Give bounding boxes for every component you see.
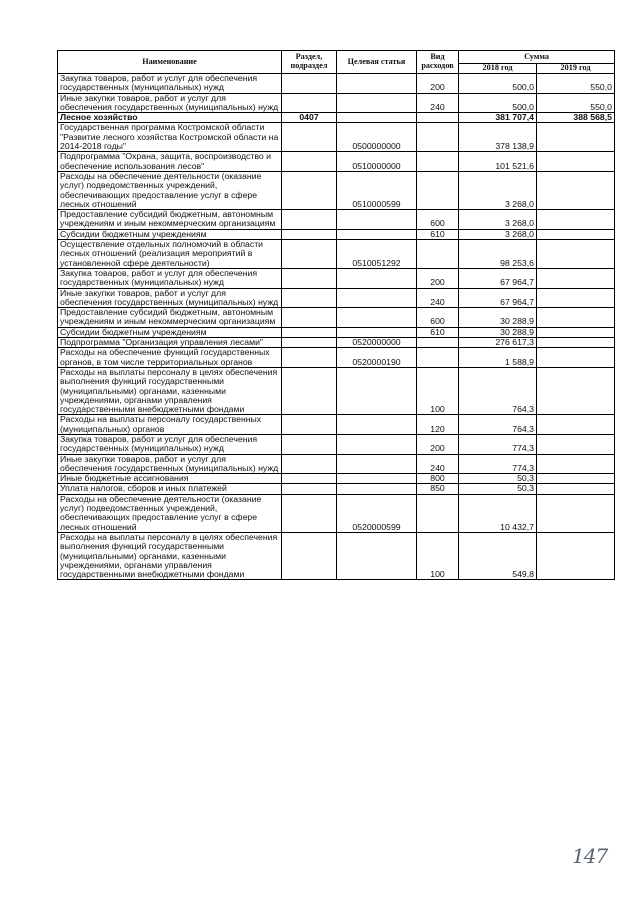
header-target: Целевая статья	[337, 51, 417, 74]
row-section	[282, 494, 337, 532]
row-section	[282, 152, 337, 172]
row-type	[417, 338, 459, 348]
row-sum-2018: 50,3	[459, 484, 537, 494]
row-target: 0520000599	[337, 494, 417, 532]
row-name: Закупка товаров, работ и услуг для обеспечения государственных (муниципальных) нужд	[58, 434, 282, 454]
row-type: 240	[417, 93, 459, 113]
row-target	[337, 74, 417, 94]
row-sum-2018: 30 288,9	[459, 308, 537, 328]
row-type	[417, 152, 459, 172]
table-row	[58, 484, 615, 494]
row-name: Подпрограмма "Охрана, защита, воспроизводство и обеспечение использования лесов"	[58, 152, 282, 172]
row-type	[417, 113, 459, 123]
row-name: Расходы на обеспечение деятельности (оказание услуг) подведомственных учреждений, обеспечивающих предоставление услуг в сфере лесных отношений	[58, 494, 282, 532]
row-name: Подпрограмма "Организация управления лесами"	[58, 338, 282, 348]
row-section	[282, 484, 337, 494]
row-sum-2019	[537, 474, 615, 484]
row-target	[337, 229, 417, 239]
row-type: 240	[417, 288, 459, 308]
row-name: Расходы на выплаты персоналу в целях обеспечения выполнения функций государственными (муниципальными) органами, казенными учреждениями, органами управления государственными внебюджетными фондами	[58, 367, 282, 414]
row-sum-2019	[537, 348, 615, 368]
row-section	[282, 434, 337, 454]
table-row	[58, 415, 615, 435]
row-section	[282, 268, 337, 288]
row-target	[337, 415, 417, 435]
row-type: 610	[417, 229, 459, 239]
row-type: 600	[417, 210, 459, 230]
row-name: Субсидии бюджетным учреждениям	[58, 229, 282, 239]
row-type: 200	[417, 434, 459, 454]
row-sum-2019	[537, 288, 615, 308]
row-sum-2019: 388 568,5	[537, 113, 615, 123]
row-section	[282, 308, 337, 328]
row-sum-2019: 550,0	[537, 93, 615, 113]
row-type: 200	[417, 268, 459, 288]
table-row	[58, 113, 615, 123]
row-target: 0510000599	[337, 171, 417, 209]
header-name: Наименование	[58, 51, 282, 74]
row-sum-2018: 381 707,4	[459, 113, 537, 123]
row-section	[282, 532, 337, 579]
row-sum-2018: 276 617,3	[459, 338, 537, 348]
row-sum-2019	[537, 434, 615, 454]
table-row	[58, 367, 615, 414]
row-target	[337, 484, 417, 494]
row-sum-2018: 30 288,9	[459, 327, 537, 337]
row-sum-2019	[537, 210, 615, 230]
row-sum-2019	[537, 308, 615, 328]
row-sum-2019	[537, 367, 615, 414]
row-target	[337, 93, 417, 113]
table-row	[58, 240, 615, 269]
table-body	[58, 74, 615, 580]
row-sum-2019	[537, 338, 615, 348]
row-target	[337, 474, 417, 484]
row-type: 200	[417, 74, 459, 94]
row-sum-2019	[537, 229, 615, 239]
table-row	[58, 338, 615, 348]
table-row	[58, 474, 615, 484]
row-target: 0500000000	[337, 123, 417, 152]
row-section	[282, 367, 337, 414]
row-type: 800	[417, 474, 459, 484]
row-type	[417, 494, 459, 532]
row-name: Иные бюджетные ассигнования	[58, 474, 282, 484]
row-section	[282, 240, 337, 269]
table-row	[58, 288, 615, 308]
row-sum-2019	[537, 123, 615, 152]
row-type: 610	[417, 327, 459, 337]
row-sum-2019: 550,0	[537, 74, 615, 94]
row-name: Лесное хозяйство	[58, 113, 282, 123]
row-name: Иные закупки товаров, работ и услуг для обеспечения государственных (муниципальных) нужд	[58, 454, 282, 474]
row-sum-2018: 101 521,6	[459, 152, 537, 172]
row-target	[337, 288, 417, 308]
row-target: 0510051292	[337, 240, 417, 269]
header-2019: 2019 год	[537, 64, 615, 74]
table-row	[58, 229, 615, 239]
row-name: Иные закупки товаров, работ и услуг для обеспечения государственных (муниципальных) нужд	[58, 93, 282, 113]
header-2018: 2018 год	[459, 64, 537, 74]
row-sum-2019	[537, 171, 615, 209]
row-target	[337, 308, 417, 328]
row-sum-2018: 67 964,7	[459, 268, 537, 288]
row-section	[282, 415, 337, 435]
table-row	[58, 93, 615, 113]
row-sum-2019	[537, 454, 615, 474]
row-name: Субсидии бюджетным учреждениям	[58, 327, 282, 337]
table-row	[58, 348, 615, 368]
row-sum-2019	[537, 532, 615, 579]
table-row	[58, 123, 615, 152]
row-sum-2019	[537, 484, 615, 494]
row-type: 850	[417, 484, 459, 494]
row-sum-2019	[537, 415, 615, 435]
row-target: 0520000190	[337, 348, 417, 368]
table-row	[58, 152, 615, 172]
row-target: 0520000000	[337, 338, 417, 348]
row-type	[417, 240, 459, 269]
row-type	[417, 171, 459, 209]
row-type	[417, 123, 459, 152]
row-section	[282, 474, 337, 484]
row-section: 0407	[282, 113, 337, 123]
header-sum: Сумма	[459, 51, 615, 64]
row-sum-2018: 378 138,9	[459, 123, 537, 152]
table-row	[58, 434, 615, 454]
table-row	[58, 327, 615, 337]
row-target	[337, 434, 417, 454]
row-target	[337, 268, 417, 288]
row-name: Уплата налогов, сборов и иных платежей	[58, 484, 282, 494]
row-type: 240	[417, 454, 459, 474]
row-target	[337, 454, 417, 474]
row-sum-2019	[537, 152, 615, 172]
table-row	[58, 494, 615, 532]
row-name: Закупка товаров, работ и услуг для обеспечения государственных (муниципальных) нужд	[58, 74, 282, 94]
row-name: Расходы на обеспечение функций государственных органов, в том числе территориальных органов	[58, 348, 282, 368]
header-section: Раздел, подраздел	[282, 51, 337, 74]
row-sum-2018: 3 268,0	[459, 171, 537, 209]
row-name: Осуществление отдельных полномочий в области лесных отношений (реализация мероприятий в установленной сфере деятельности)	[58, 240, 282, 269]
row-section	[282, 210, 337, 230]
row-section	[282, 171, 337, 209]
row-target	[337, 113, 417, 123]
row-target	[337, 210, 417, 230]
table-row	[58, 74, 615, 94]
row-sum-2018: 764,3	[459, 367, 537, 414]
row-target	[337, 532, 417, 579]
row-name: Расходы на обеспечение деятельности (оказание услуг) подведомственных учреждений, обеспечивающих предоставление услуг в сфере лесных отношений	[58, 171, 282, 209]
row-sum-2018: 549,8	[459, 532, 537, 579]
row-type: 120	[417, 415, 459, 435]
row-sum-2018: 774,3	[459, 454, 537, 474]
row-name: Иные закупки товаров, работ и услуг для обеспечения государственных (муниципальных) нужд	[58, 288, 282, 308]
row-sum-2018: 3 268,0	[459, 210, 537, 230]
row-sum-2018: 1 588,9	[459, 348, 537, 368]
row-name: Предоставление субсидий бюджетным, автономным учреждениям и иным некоммерческим организациям	[58, 210, 282, 230]
header-type: Вид расходов	[417, 51, 459, 74]
row-sum-2019	[537, 327, 615, 337]
row-name: Закупка товаров, работ и услуг для обеспечения государственных (муниципальных) нужд	[58, 268, 282, 288]
row-name: Расходы на выплаты персоналу государственных (муниципальных) органов	[58, 415, 282, 435]
row-sum-2019	[537, 268, 615, 288]
row-target: 0510000000	[337, 152, 417, 172]
row-section	[282, 229, 337, 239]
row-sum-2018: 67 964,7	[459, 288, 537, 308]
row-sum-2018: 500,0	[459, 74, 537, 94]
row-sum-2019	[537, 494, 615, 532]
row-section	[282, 288, 337, 308]
table-row	[58, 210, 615, 230]
table-row	[58, 454, 615, 474]
row-section	[282, 327, 337, 337]
table-header	[58, 51, 615, 74]
row-target	[337, 327, 417, 337]
row-section	[282, 338, 337, 348]
row-section	[282, 74, 337, 94]
row-name: Государственная программа Костромской области "Развитие лесного хозяйства Костромской области на 2014-2018 годы"	[58, 123, 282, 152]
row-target	[337, 367, 417, 414]
table-row	[58, 532, 615, 579]
row-type	[417, 348, 459, 368]
row-name: Расходы на выплаты персоналу в целях обеспечения выполнения функций государственными (муниципальными) органами, казенными учреждениями, органами управления государственными внебюджетными фондами	[58, 532, 282, 579]
row-sum-2018: 50,3	[459, 474, 537, 484]
page-number: 147	[572, 844, 608, 868]
row-type: 600	[417, 308, 459, 328]
row-sum-2018: 10 432,7	[459, 494, 537, 532]
row-sum-2018: 764,3	[459, 415, 537, 435]
row-section	[282, 348, 337, 368]
row-section	[282, 454, 337, 474]
table-row	[58, 171, 615, 209]
row-type: 100	[417, 532, 459, 579]
row-section	[282, 93, 337, 113]
row-sum-2018: 98 253,6	[459, 240, 537, 269]
row-sum-2019	[537, 240, 615, 269]
row-sum-2018: 3 268,0	[459, 229, 537, 239]
row-name: Предоставление субсидий бюджетным, автономным учреждениям и иным некоммерческим организациям	[58, 308, 282, 328]
table-row	[58, 308, 615, 328]
row-sum-2018: 500,0	[459, 93, 537, 113]
budget-table	[57, 50, 615, 580]
row-type: 100	[417, 367, 459, 414]
row-section	[282, 123, 337, 152]
row-sum-2018: 774,3	[459, 434, 537, 454]
table-row	[58, 268, 615, 288]
